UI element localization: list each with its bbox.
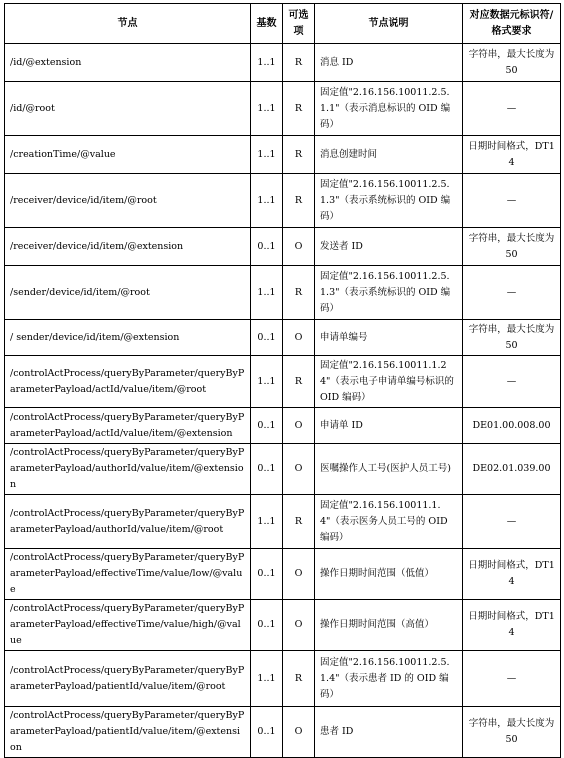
format-cell: — bbox=[463, 356, 561, 408]
table-row bbox=[5, 408, 561, 444]
format-cell: DE01.00.008.00 bbox=[463, 408, 561, 444]
format-cell: — bbox=[463, 174, 561, 228]
format-cell: 日期时间格式，DT14 bbox=[463, 549, 561, 600]
format-cell: 字符串，最大长度为 50 bbox=[463, 707, 561, 758]
format-cell: — bbox=[463, 266, 561, 320]
format-cell: 字符串，最大长度为 50 bbox=[463, 228, 561, 266]
description-cell: 医嘱操作人工号(医护人员工号) bbox=[315, 444, 463, 495]
format-cell: — bbox=[463, 82, 561, 136]
cardinality-cell: 1..1 bbox=[251, 651, 283, 707]
optional-cell: O bbox=[283, 320, 315, 356]
node-cell: /controlActProcess/queryByParameter/queryByParameterPayload/effectiveTime/value/high/@value bbox=[5, 600, 251, 651]
format-cell: 字符串，最大长度为 50 bbox=[463, 44, 561, 82]
optional-cell: O bbox=[283, 228, 315, 266]
cardinality-cell: 0..1 bbox=[251, 228, 283, 266]
cardinality-cell: 0..1 bbox=[251, 707, 283, 758]
table-row bbox=[5, 174, 561, 228]
description-cell: 固定值"2.16.156.10011.2.5.1.3"（表示系统标识的 OID 编码） bbox=[315, 174, 463, 228]
format-cell: 日期时间格式，DT14 bbox=[463, 600, 561, 651]
table-row bbox=[5, 44, 561, 82]
cardinality-cell: 0..1 bbox=[251, 444, 283, 495]
optional-cell: R bbox=[283, 44, 315, 82]
table-row bbox=[5, 82, 561, 136]
format-cell: DE02.01.039.00 bbox=[463, 444, 561, 495]
optional-cell: R bbox=[283, 495, 315, 549]
optional-cell: O bbox=[283, 408, 315, 444]
table-row bbox=[5, 651, 561, 707]
description-cell: 发送者 ID bbox=[315, 228, 463, 266]
optional-cell: R bbox=[283, 266, 315, 320]
node-cell: /controlActProcess/queryByParameter/queryByParameterPayload/patientId/value/item/@extension bbox=[5, 707, 251, 758]
optional-cell: R bbox=[283, 356, 315, 408]
header-node: 节点 bbox=[5, 4, 251, 44]
node-cell: /creationTime/@value bbox=[5, 136, 251, 174]
table-row bbox=[5, 495, 561, 549]
table-header-row bbox=[5, 4, 561, 44]
description-cell: 固定值"2.16.156.10011.1.24"（表示电子申请单编号标识的 OID 编码） bbox=[315, 356, 463, 408]
description-cell: 消息 ID bbox=[315, 44, 463, 82]
cardinality-cell: 1..1 bbox=[251, 174, 283, 228]
description-cell: 固定值"2.16.156.10011.1.4"（表示医务人员工号的 OID 编码） bbox=[315, 495, 463, 549]
header-format: 对应数据元标识符/格式要求 bbox=[463, 4, 561, 44]
header-optional: 可选项 bbox=[283, 4, 315, 44]
table-row bbox=[5, 228, 561, 266]
description-cell: 操作日期时间范围（高值） bbox=[315, 600, 463, 651]
node-cell: /receiver/device/id/item/@extension bbox=[5, 228, 251, 266]
cardinality-cell: 1..1 bbox=[251, 266, 283, 320]
description-cell: 操作日期时间范围（低值） bbox=[315, 549, 463, 600]
table-row bbox=[5, 600, 561, 651]
node-cell: /id/@extension bbox=[5, 44, 251, 82]
optional-cell: O bbox=[283, 444, 315, 495]
format-cell: 日期时间格式，DT14 bbox=[463, 136, 561, 174]
cardinality-cell: 1..1 bbox=[251, 356, 283, 408]
document-page bbox=[4, 3, 561, 758]
optional-cell: R bbox=[283, 174, 315, 228]
description-cell: 患者 ID bbox=[315, 707, 463, 758]
cardinality-cell: 1..1 bbox=[251, 82, 283, 136]
table-row bbox=[5, 549, 561, 600]
description-cell: 固定值"2.16.156.10011.2.5.1.4"（表示患者 ID 的 OID 编码） bbox=[315, 651, 463, 707]
node-cell: /controlActProcess/queryByParameter/queryByParameterPayload/patientId/value/item/@root bbox=[5, 651, 251, 707]
table-row bbox=[5, 444, 561, 495]
node-cell: /controlActProcess/queryByParameter/queryByParameterPayload/authorId/value/item/@extension bbox=[5, 444, 251, 495]
cardinality-cell: 0..1 bbox=[251, 408, 283, 444]
cardinality-cell: 0..1 bbox=[251, 600, 283, 651]
node-cell: /sender/device/id/item/@root bbox=[5, 266, 251, 320]
optional-cell: O bbox=[283, 707, 315, 758]
format-cell: — bbox=[463, 651, 561, 707]
optional-cell: O bbox=[283, 549, 315, 600]
cardinality-cell: 0..1 bbox=[251, 320, 283, 356]
node-cell: /controlActProcess/queryByParameter/queryByParameterPayload/actId/value/item/@root bbox=[5, 356, 251, 408]
cardinality-cell: 1..1 bbox=[251, 495, 283, 549]
table-row bbox=[5, 136, 561, 174]
node-cell: /receiver/device/id/item/@root bbox=[5, 174, 251, 228]
node-cell: /controlActProcess/queryByParameter/queryByParameterPayload/authorId/value/item/@root bbox=[5, 495, 251, 549]
node-cell: /controlActProcess/queryByParameter/queryByParameterPayload/actId/value/item/@extension bbox=[5, 408, 251, 444]
description-cell: 申请单编号 bbox=[315, 320, 463, 356]
cardinality-cell: 1..1 bbox=[251, 136, 283, 174]
node-cell: / sender/device/id/item/@extension bbox=[5, 320, 251, 356]
format-cell: 字符串，最大长度为 50 bbox=[463, 320, 561, 356]
cardinality-cell: 0..1 bbox=[251, 549, 283, 600]
header-description: 节点说明 bbox=[315, 4, 463, 44]
node-cell: /id/@root bbox=[5, 82, 251, 136]
table-row bbox=[5, 707, 561, 758]
description-cell: 申请单 ID bbox=[315, 408, 463, 444]
table-row bbox=[5, 356, 561, 408]
node-spec-table bbox=[4, 3, 561, 758]
optional-cell: R bbox=[283, 82, 315, 136]
table-row bbox=[5, 266, 561, 320]
header-cardinality: 基数 bbox=[251, 4, 283, 44]
optional-cell: O bbox=[283, 600, 315, 651]
node-cell: /controlActProcess/queryByParameter/queryByParameterPayload/effectiveTime/value/low/@value bbox=[5, 549, 251, 600]
table-row bbox=[5, 320, 561, 356]
optional-cell: R bbox=[283, 651, 315, 707]
description-cell: 消息创建时间 bbox=[315, 136, 463, 174]
optional-cell: R bbox=[283, 136, 315, 174]
format-cell: — bbox=[463, 495, 561, 549]
description-cell: 固定值"2.16.156.10011.2.5.1.3"（表示系统标识的 OID 编码） bbox=[315, 266, 463, 320]
cardinality-cell: 1..1 bbox=[251, 44, 283, 82]
description-cell: 固定值"2.16.156.10011.2.5.1.1"（表示消息标识的 OID 编码） bbox=[315, 82, 463, 136]
